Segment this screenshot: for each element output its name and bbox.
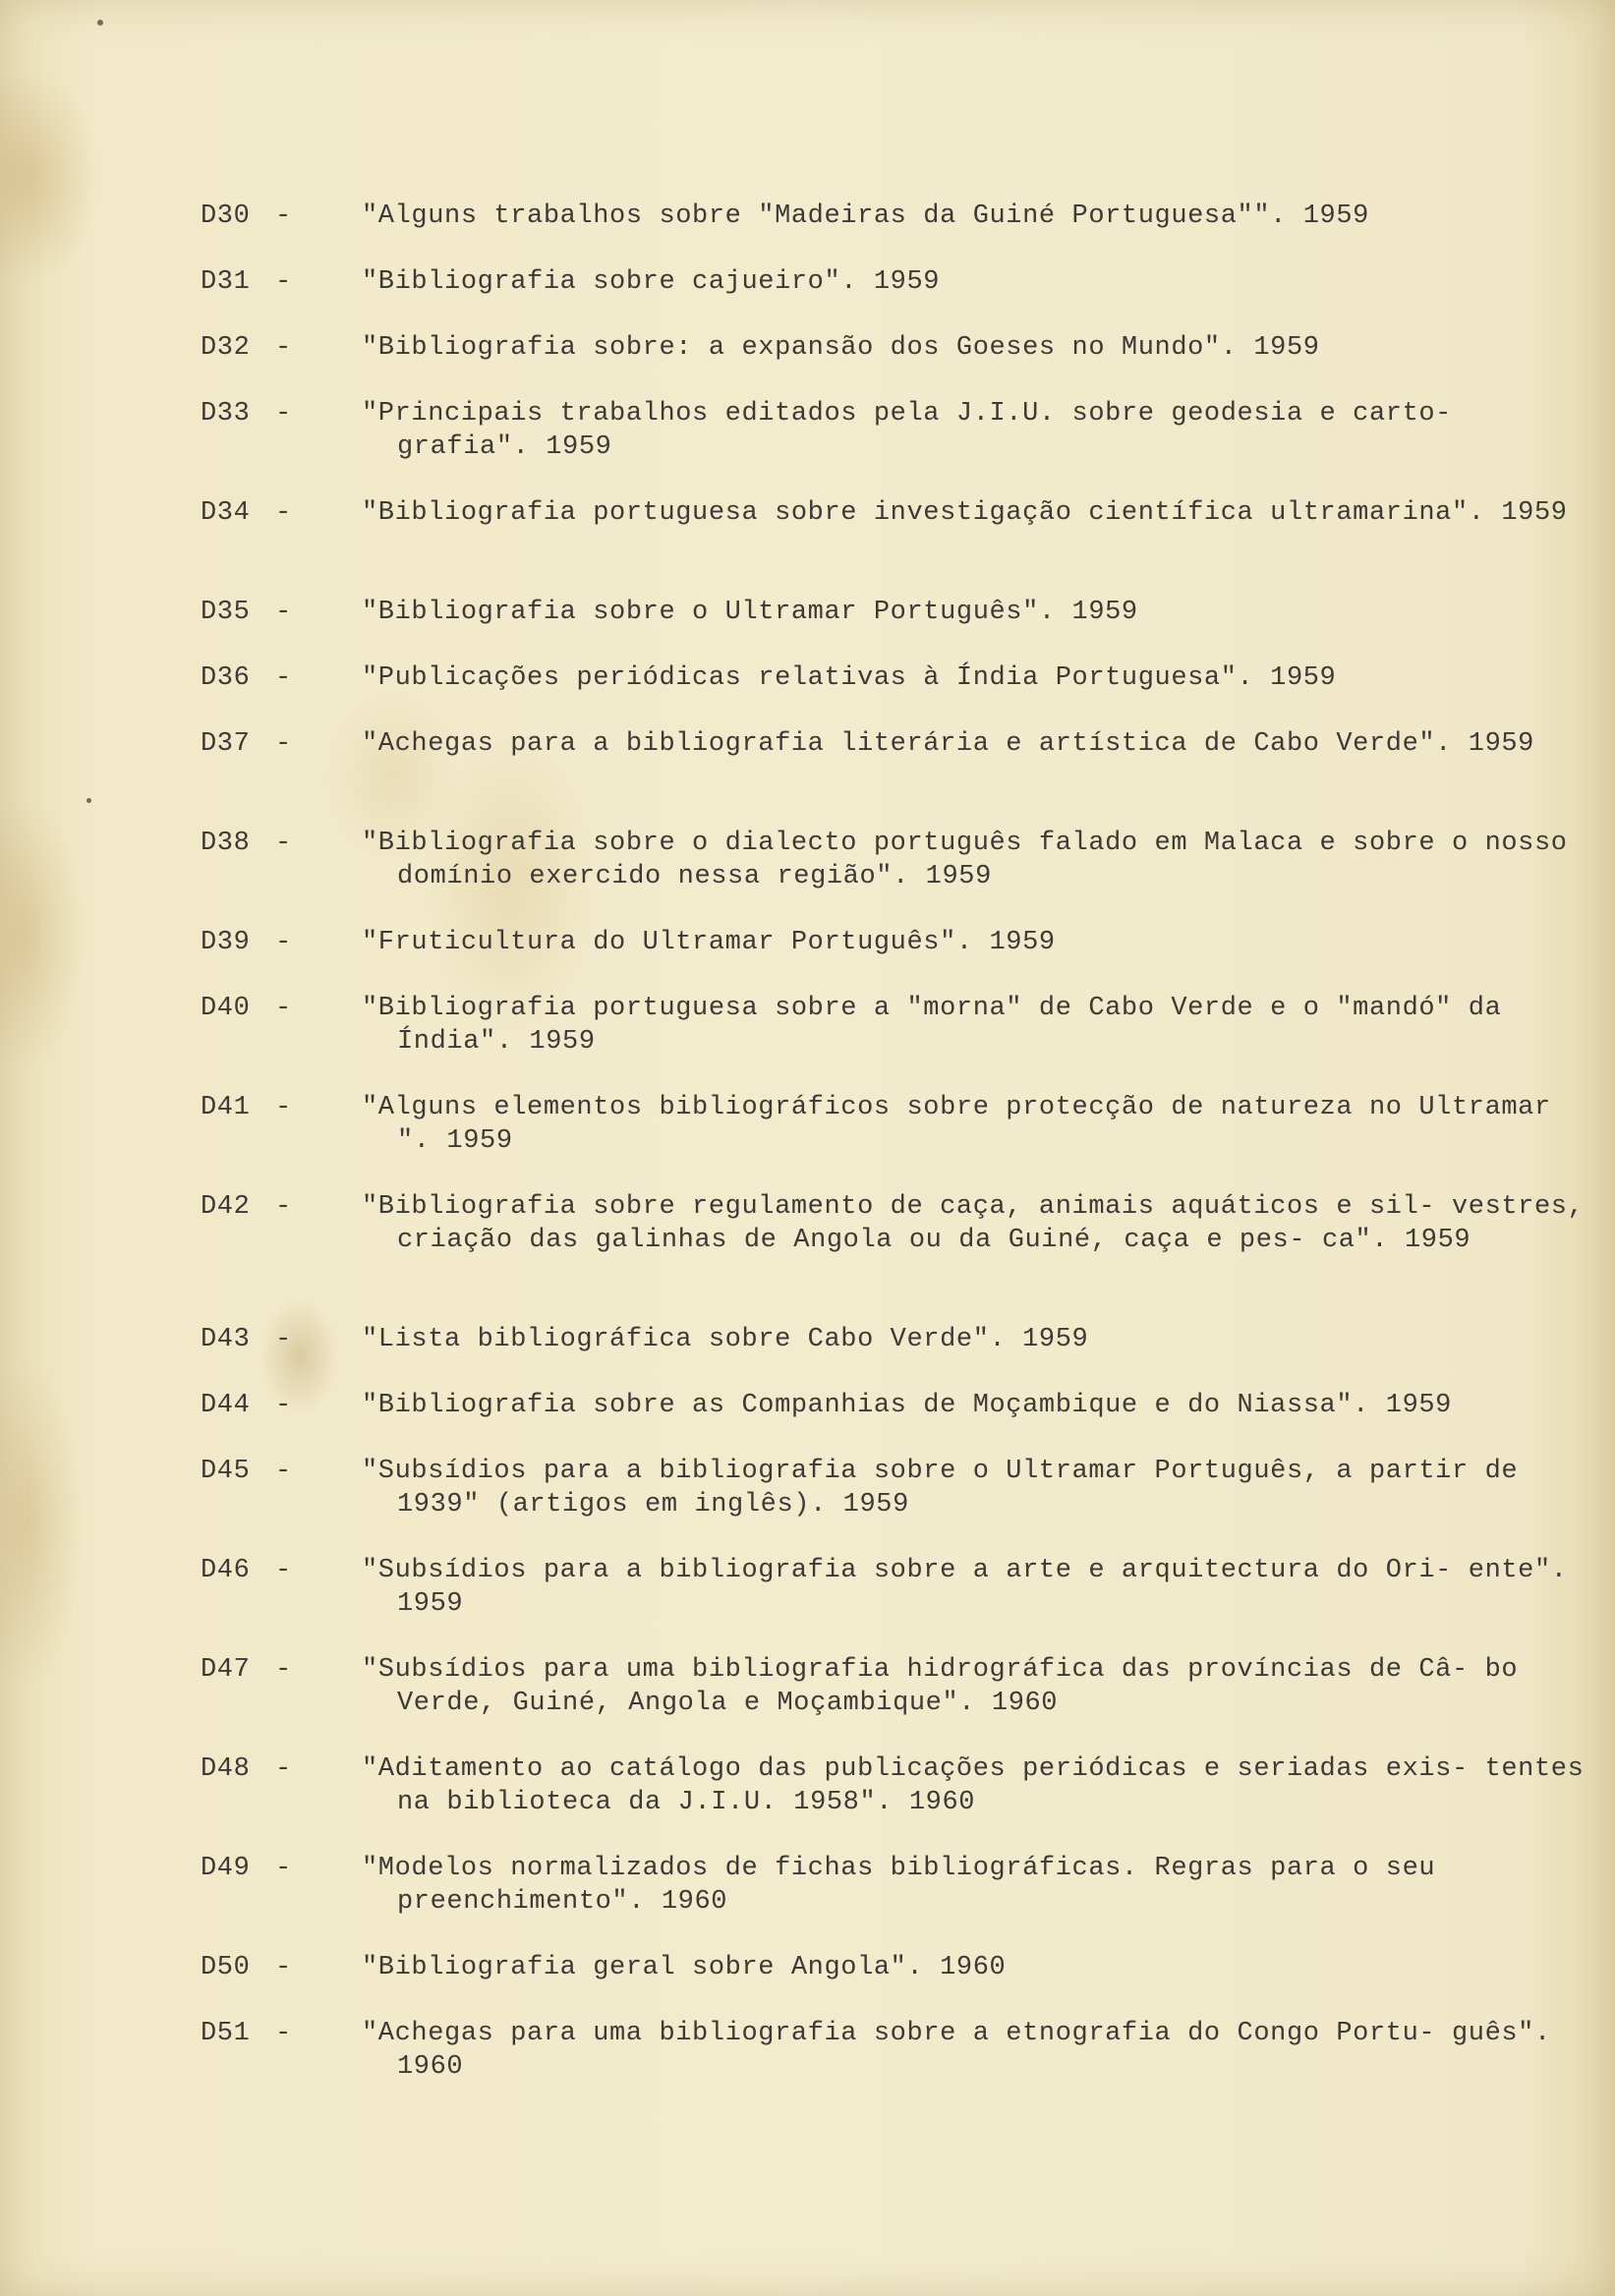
entry-text: "Bibliografia sobre regulamento de caça, animais aquáticos e sil- vestres, criação das galinhas de Angola ou da Guiné, caça e pes- ca". 1959 <box>362 1192 1585 1255</box>
entry-dash: - <box>275 729 292 759</box>
entry-code: D39 <box>201 928 251 957</box>
entry-code: D38 <box>201 829 251 858</box>
entry-dash: - <box>275 598 292 627</box>
entry-text: "Subsídios para a bibliografia sobre o Ultramar Português, a partir de 1939" (artigos em inglês). 1959 <box>362 1457 1519 1520</box>
entry-dash: - <box>275 829 292 858</box>
entry-text: "Bibliografia sobre: a expansão dos Goeses no Mundo". 1959 <box>362 333 1320 363</box>
entry-code: D32 <box>201 333 251 363</box>
entry-text: "Bibliografia sobre o Ultramar Português". 1959 <box>362 598 1138 627</box>
entry-text: "Lista bibliográfica sobre Cabo Verde". 1959 <box>362 1325 1089 1354</box>
entry-dash: - <box>275 498 292 528</box>
entry-text: "Aditamento ao catálogo das publicações periódicas e seriadas exis- tentes na biblioteca da J.I.U. 1958". 1960 <box>362 1754 1585 1817</box>
entry-code: D51 <box>201 2019 251 2048</box>
entry-text: "Principais trabalhos editados pela J.I.U. sobre geodesia e carto- grafia". 1959 <box>362 399 1452 462</box>
entry-code: D49 <box>201 1854 251 1883</box>
entry-dash: - <box>275 1854 292 1883</box>
entry-dash: - <box>275 994 292 1023</box>
entry-dash: - <box>275 1556 292 1585</box>
entry-text: "Alguns elementos bibliográficos sobre protecção de natureza no Ultramar ". 1959 <box>362 1093 1551 1156</box>
entry-dash: - <box>275 399 292 429</box>
entry-code: D35 <box>201 598 251 627</box>
entry-text: "Achegas para uma bibliografia sobre a etnografia do Congo Portu- guês". 1960 <box>362 2019 1551 2082</box>
entry-dash: - <box>275 1953 292 1982</box>
entry-code: D36 <box>201 663 251 693</box>
entry-dash: - <box>275 928 292 957</box>
entry-code: D33 <box>201 399 251 429</box>
entry-text: "Bibliografia portuguesa sobre investigação científica ultramarina". 1959 <box>362 498 1568 528</box>
entry-code: D47 <box>201 1655 251 1685</box>
entry-code: D40 <box>201 994 251 1023</box>
entry-text: "Publicações periódicas relativas à Índia Portuguesa". 1959 <box>362 663 1337 693</box>
entry-text: "Bibliografia sobre o dialecto português falado em Malaca e sobre o nosso domínio exercido nessa região". 1959 <box>362 829 1568 891</box>
entry-dash: - <box>275 2019 292 2048</box>
entry-code: D42 <box>201 1192 251 1222</box>
entry-code: D30 <box>201 201 251 231</box>
entry-text: "Fruticultura do Ultramar Português". 1959 <box>362 928 1056 957</box>
entry-dash: - <box>275 1325 292 1354</box>
entry-dash: - <box>275 267 292 297</box>
entry-dash: - <box>275 1754 292 1784</box>
entry-text: "Bibliografia sobre as Companhias de Moçambique e do Niassa". 1959 <box>362 1391 1452 1420</box>
entry-text: "Achegas para a bibliografia literária e artística de Cabo Verde". 1959 <box>362 729 1534 759</box>
entry-dash: - <box>275 1457 292 1486</box>
entry-dash: - <box>275 1391 292 1420</box>
entry-text: "Bibliografia portuguesa sobre a "morna" de Cabo Verde e o "mandó" da Índia". 1959 <box>362 994 1502 1057</box>
entry-code: D44 <box>201 1391 251 1420</box>
entry-code: D46 <box>201 1556 251 1585</box>
entry-text: "Modelos normalizados de fichas bibliográficas. Regras para o seu preenchimento". 1960 <box>362 1854 1436 1917</box>
entry-text: "Subsídios para uma bibliografia hidrográfica das províncias de Câ- bo Verde, Guiné, Angola e Moçambique". 1960 <box>362 1655 1519 1718</box>
entry-code: D34 <box>201 498 251 528</box>
entry-code: D41 <box>201 1093 251 1122</box>
entry-code: D43 <box>201 1325 251 1354</box>
entry-dash: - <box>275 1093 292 1122</box>
entry-dash: - <box>275 1192 292 1222</box>
entry-text: "Bibliografia sobre cajueiro". 1959 <box>362 267 941 297</box>
entry-text: "Alguns trabalhos sobre "Madeiras da Guiné Portuguesa"". 1959 <box>362 201 1369 231</box>
entry-text: "Subsídios para a bibliografia sobre a arte e arquitectura do Ori- ente". 1959 <box>362 1556 1568 1619</box>
entry-dash: - <box>275 1655 292 1685</box>
entry-code: D48 <box>201 1754 251 1784</box>
entry-code: D37 <box>201 729 251 759</box>
entry-text: "Bibliografia geral sobre Angola". 1960 <box>362 1953 1007 1982</box>
entry-dash: - <box>275 333 292 363</box>
entry-code: D50 <box>201 1953 251 1982</box>
entry-dash: - <box>275 201 292 231</box>
entry-dash: - <box>275 663 292 693</box>
entry-code: D45 <box>201 1457 251 1486</box>
entry-code: D31 <box>201 267 251 297</box>
